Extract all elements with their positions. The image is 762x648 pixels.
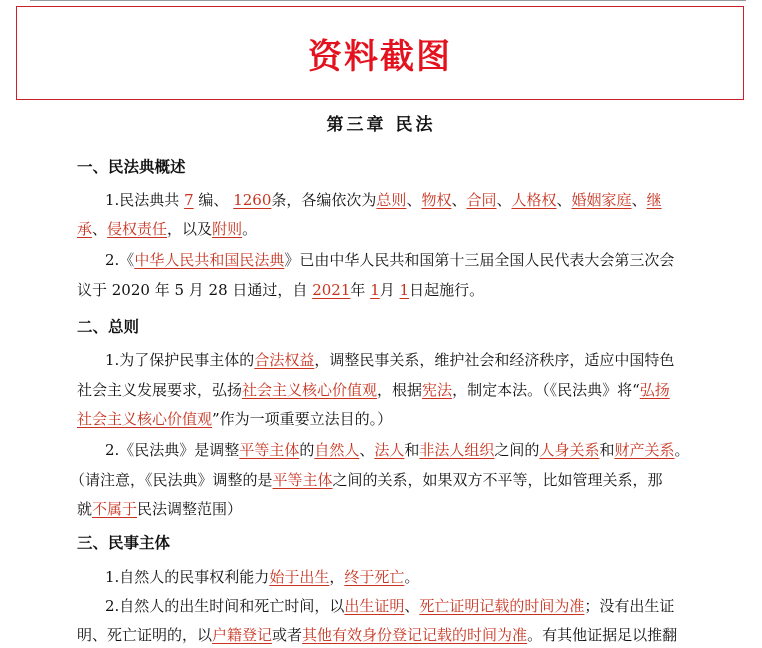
answer: 继	[646, 191, 662, 209]
chapter-title: 第三章 民法	[326, 115, 436, 135]
banner-box	[16, 6, 744, 100]
answer: 社会主义核心价值观	[242, 381, 378, 399]
text: ，根据	[377, 381, 423, 399]
paragraph-3-line-2	[77, 380, 670, 400]
text: ，以及	[167, 220, 213, 238]
answer: 人格权	[511, 191, 557, 209]
text: 社会主义发展要求，弘扬	[77, 381, 243, 399]
answer: 承	[77, 220, 93, 238]
answer: 物权	[421, 191, 452, 209]
text: 1.民法典共	[105, 191, 180, 209]
answer: 1260	[233, 191, 272, 209]
text: 、	[406, 191, 422, 209]
text: 、	[496, 191, 512, 209]
paragraph-4-line-1	[105, 440, 690, 460]
text: 2.《民法典》是调整	[105, 441, 240, 459]
text: 之间的关系，如果双方不平等，比如管理关系，那	[332, 471, 663, 489]
text: ，	[329, 568, 345, 586]
text: 、	[92, 220, 108, 238]
section-heading-2: 二、总则	[77, 318, 140, 336]
paragraph-3-line-1	[105, 350, 674, 370]
section-heading-1: 一、民法典概述	[77, 158, 186, 176]
paragraph-5-line-1	[105, 567, 419, 587]
section-heading-3: 三、民事主体	[77, 534, 171, 552]
answer: 总则	[376, 191, 407, 209]
text: 月	[379, 281, 395, 299]
answer: 平等主体	[239, 441, 300, 459]
text: 之间的	[494, 441, 540, 459]
answer: 弘扬	[639, 381, 670, 399]
answer: 非法人组织	[419, 441, 495, 459]
answer: 不属于	[92, 500, 138, 518]
text: 1.为了保护民事主体的	[105, 351, 255, 369]
paragraph-2-line-2	[77, 280, 484, 300]
text: 就	[77, 500, 93, 518]
paragraph-4-line-2	[70, 470, 663, 490]
text: 条，各编依次为	[271, 191, 377, 209]
answer: 合同	[466, 191, 497, 209]
text: 编、	[198, 191, 229, 209]
text: 。	[404, 568, 420, 586]
answer: 死亡证明记载的时间为准	[419, 597, 585, 615]
text: 年	[350, 281, 366, 299]
text: 的	[299, 441, 315, 459]
text: 民法调整范围）	[137, 500, 243, 518]
text: 》已由中华人民共和国第十三届全国人民代表大会第三次会	[284, 251, 675, 269]
answer: 1	[399, 281, 410, 299]
answer: 婚姻家庭	[571, 191, 632, 209]
answer: 财产关系	[614, 441, 675, 459]
paragraph-1-line-1	[105, 190, 662, 210]
answer: 宪法	[422, 381, 453, 399]
answer: 户籍登记	[212, 626, 273, 644]
answer: 侵权责任	[107, 220, 168, 238]
text: 日起施行。	[409, 281, 485, 299]
text: （请注意，《民法典》调整的是	[70, 471, 273, 489]
answer: 合法权益	[254, 351, 315, 369]
answer: 中华人民共和国民法典	[134, 251, 285, 269]
text: 和	[404, 441, 420, 459]
paragraph-6-line-2	[77, 625, 677, 645]
answer: 终于死亡	[344, 568, 405, 586]
text: 、	[451, 191, 467, 209]
answer: 其他有效身份登记记载的时间为准	[302, 626, 528, 644]
text: ，调整民事关系，维护社会和经济秩序，适应中国特色	[314, 351, 675, 369]
text: 2.自然人的出生时间和死亡时间，以	[105, 597, 345, 615]
banner-title: 资料截图	[308, 36, 452, 77]
answer: 自然人	[314, 441, 360, 459]
text: 。	[674, 441, 690, 459]
answer: 1	[370, 281, 380, 299]
answer: 出生证明	[344, 597, 405, 615]
answer: 2021	[312, 281, 351, 299]
text: 。有其他证据足以推翻	[527, 626, 678, 644]
text: 、	[404, 597, 420, 615]
paragraph-4-line-3	[77, 499, 242, 519]
text: 明、死亡证明的，以	[77, 626, 213, 644]
answer: 人身关系	[539, 441, 600, 459]
answer: 7	[184, 191, 194, 209]
text: 议于 2020 年 5 月 28 日通过，自	[77, 281, 308, 299]
text: 和	[599, 441, 615, 459]
answer: 附则	[212, 220, 243, 238]
answer: 社会主义核心价值观	[77, 410, 213, 428]
text: 、	[359, 441, 375, 459]
top-rule	[30, 0, 746, 1]
text: ，制定本法。（《民法典》将“	[452, 381, 640, 399]
paragraph-6-line-1	[105, 596, 674, 616]
answer: 平等主体	[272, 471, 333, 489]
text: 2.《	[105, 251, 135, 269]
text: 或者	[272, 626, 303, 644]
text: ”作为一项重要立法目的。）	[212, 410, 393, 428]
text: ；没有出生证	[584, 597, 675, 615]
paragraph-1-line-2	[77, 219, 257, 239]
paragraph-3-line-3	[77, 409, 392, 429]
text: 、	[556, 191, 572, 209]
text: 1.自然人的民事权利能力	[105, 568, 270, 586]
answer: 法人	[374, 441, 405, 459]
text: 、	[631, 191, 647, 209]
answer: 始于出生	[269, 568, 330, 586]
paragraph-2-line-1	[105, 250, 674, 270]
text: 。	[242, 220, 258, 238]
